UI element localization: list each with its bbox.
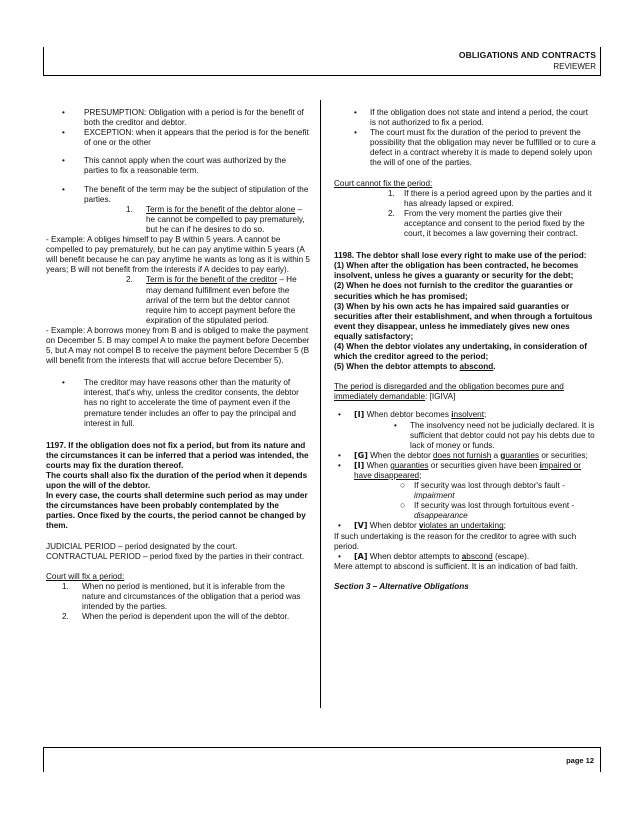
impaired-letter: i	[539, 460, 542, 470]
article-1198-3: (3) When by his own acts he has impaired said guaranties or securities after their establishment, and when through a fortuitous event they disappear, unless he immediately gives new ones equally satisfactory;	[334, 301, 593, 341]
column-divider	[320, 100, 321, 708]
header-title: OBLIGATIONS AND CONTRACTS	[458, 50, 596, 60]
abscond-word: abscond	[459, 362, 494, 372]
insolvent-letter: i	[451, 410, 454, 420]
violates-note: If such undertaking is the reason for the creditor to agree with such period.	[334, 531, 577, 551]
article-1198-2: (2) When he does not furnish to the creditor the guaranties or securities which he has promised;	[334, 281, 573, 301]
impaired-mid: or securities given have been	[428, 460, 540, 470]
page-number: page 12	[566, 756, 594, 765]
guaranties-post: or securities;	[539, 450, 588, 460]
article-1198-1: (1) When after the obligation has been contracted, he becomes insolvent, unless he gives a guaranty or security for the debt;	[334, 261, 579, 281]
article-1198-5-pre: (5) When the debtor attempts to	[334, 362, 460, 372]
tag-g: [G]	[354, 450, 368, 460]
left-column	[46, 108, 310, 622]
violates-bullet	[334, 521, 596, 531]
article-1198-title: 1198. The debtor shall lose every right to make use of the period:	[334, 251, 587, 261]
impairment-sub-item	[334, 481, 596, 501]
debtor-benefit-heading: Term is for the benefit of the debtor alone	[146, 204, 296, 214]
creditor-benefit-item	[46, 275, 310, 325]
disappearance-sub-item	[334, 501, 596, 521]
impaired-guaranties: guaranties	[390, 460, 429, 470]
tag-a: [A]	[354, 551, 368, 561]
example-creditor: - Example: A borrows money from B and is obliged to make the payment on December 5. B may compel A to make the payment before December 5, but A may not compel B to receive the payment before December 5 (B will benefit from the interests that will accrue before December 5).	[46, 325, 310, 366]
violates-post: ;	[503, 521, 506, 531]
no-period-bullet: • If the obligation does not state and intend a period, the court is not authorized to fix a period.	[334, 108, 596, 128]
guaranties-mid: a	[491, 450, 501, 460]
impaired-post: ;	[419, 471, 422, 480]
court-will-item-2	[46, 612, 310, 622]
guaranties-bullet	[334, 451, 596, 461]
debtor-benefit-text: – he cannot be compelled to pay prematurely, but he can if he desires to do so.	[146, 204, 305, 234]
abscond-pre: When debtor attempts to	[367, 551, 462, 561]
disappearance-text: If security was lost through fortuitous event -	[414, 501, 575, 511]
presumption-bullet: • PRESUMPTION: Obligation with a period is for the benefit of both the creditor and debtor.	[46, 108, 310, 128]
court-will-item-1	[46, 582, 310, 612]
article-1198-5-post: .	[493, 362, 496, 372]
article-1197-a: 1197. If the obligation does not fix a period, but from its nature and the circumstances it can be inferred that a period was intended, the courts may fix the duration thereof.	[46, 440, 309, 470]
abscond-letter: a	[461, 551, 467, 561]
insolvent-bullet	[334, 410, 596, 420]
disappearance-term: disappearance	[414, 511, 468, 521]
section-3-heading: Section 3 – Alternative Obligations	[334, 581, 469, 591]
igiva-mnemonic: : [IGIVA]	[425, 392, 456, 402]
header-subtitle: REVIEWER	[553, 62, 596, 71]
right-column	[334, 108, 596, 592]
court-cannot-item-2	[334, 209, 596, 239]
item-number: 2.	[126, 275, 133, 285]
page-footer	[43, 747, 601, 772]
tag-i2: [I]	[354, 460, 365, 470]
tag-v: [V]	[354, 521, 368, 531]
violates-letter: v	[418, 521, 424, 531]
insolvency-sub-bullet: • The insolvency need not be judicially declared. It is sufficient that debtor could not pay his debts due to lack of money or funds.	[334, 421, 596, 451]
violates-pre: When debtor	[367, 521, 419, 531]
creditor-reasons-bullet: • The creditor may have reasons other than the maturity of interest, that's why, unless the creditor consents, the debtor has no right to accelerate the time of payment even if the premature tender includes an offer to pay the principal and interest in full.	[46, 378, 310, 428]
guaranties-letter: g	[500, 450, 506, 460]
abscond-bullet	[334, 552, 596, 562]
tag-i: [I]	[354, 410, 365, 420]
article-1198-5	[334, 362, 596, 372]
example-debtor: - Example: A obliges himself to pay B within 5 years. A cannot be compelled to pay prematurely, but he can pay anytime within 5 years (A will benefit because he can pay anytime he wants as long as it is within 5 years; B will not benefit from the interests if A decides to pay early).	[46, 235, 310, 275]
item-number: 2.	[62, 612, 69, 622]
impairment-term: impairment	[414, 491, 455, 501]
court-will-item-1-text: When no period is mentioned, but it is inferable from the nature and circumstances of the obligation that a period was intended by the parties.	[82, 581, 301, 612]
impaired-bullet	[334, 461, 596, 481]
impairment-text: If security was lost through debtor's fault -	[414, 481, 565, 491]
disregard-note	[334, 382, 596, 402]
abscond-post: (escape).	[492, 551, 530, 561]
court-cannot-item-1	[334, 189, 596, 209]
court-will-fix-heading: Court will fix a period:	[46, 571, 125, 581]
does-not-furnish: does not furnish	[432, 450, 492, 460]
debtor-benefit-item	[46, 205, 310, 235]
impaired-word: mpaired or have disappeared	[354, 460, 581, 480]
benefit-term-bullet: • The benefit of the term may be the subject of stipulation of the parties.	[46, 185, 310, 205]
judicial-period-def: JUDICIAL PERIOD – period designated by the court.	[46, 541, 238, 551]
insolvent-word: nsolvent	[453, 410, 485, 420]
article-1197-c: In every case, the courts shall determine such period as may under the circumstances have been probably contemplated by the parties. Once fixed by the courts, the period cannot be changed by them.	[46, 491, 308, 531]
insolvent-post: ;	[484, 410, 487, 420]
contractual-period-def: CONTRACTUAL PERIOD – period fixed by the parties in their contract.	[46, 551, 305, 561]
item-number: 2.	[388, 208, 395, 218]
article-1197-b: The courts shall also fix the duration of the period when it depends upon the will of the debtor.	[46, 471, 308, 491]
court-must-fix-bullet: • The court must fix the duration of the period to prevent the possibility that the obligation may never be fulfilled or to cure a defect in a contract whereby it is made to depend solely upon the will of one of the parties.	[334, 128, 596, 168]
guaranties-pre: When the debtor	[367, 450, 433, 460]
item-number: 1.	[126, 204, 133, 214]
creditor-benefit-heading: Term is for the benefit of the creditor	[146, 275, 278, 285]
creditor-benefit-text: – He may demand fulfillment even before the arrival of the term but the debtor cannot require him to accept payment before the expiration of the stipulated period.	[146, 275, 297, 325]
court-authorized-bullet: • This cannot apply when the court was authorized by the parties to fix a reasonable term.	[46, 156, 310, 176]
guaranties-word: uaranties	[505, 450, 540, 460]
exception-bullet: • EXCEPTION: when it appears that the period is for the benefit of one or the other	[46, 128, 310, 148]
violates-word: iolates an undertaking	[423, 521, 504, 531]
court-cannot-item-2-text: From the very moment the parties give their acceptance and consent to the period fixed by the court, it becomes a law governing their contract.	[404, 208, 585, 239]
item-number: 1.	[388, 188, 395, 198]
court-cannot-item-1-text: If there is a period agreed upon by the parties and it has already lapsed or expired.	[404, 188, 592, 208]
court-cannot-fix-heading: Court cannot fix the period:	[334, 178, 433, 188]
article-1198-4: (4) When the debtor violates any undertaking, in consideration of which the creditor agreed to the period;	[334, 341, 587, 362]
page-header	[43, 47, 601, 76]
disregard-text: The period is disregarded and the obligation becomes pure and immediately demandable	[334, 382, 564, 402]
abscond-word: bscond	[466, 551, 493, 561]
impaired-pre: When	[364, 460, 391, 470]
item-number: 1.	[62, 581, 69, 591]
abscond-note: Mere attempt to abscond is sufficient. It is an indication of bad faith.	[334, 561, 578, 571]
court-will-item-2-text: When the period is dependent upon the will of the debtor.	[82, 612, 290, 622]
insolvent-pre: When debtor becomes	[364, 410, 452, 420]
